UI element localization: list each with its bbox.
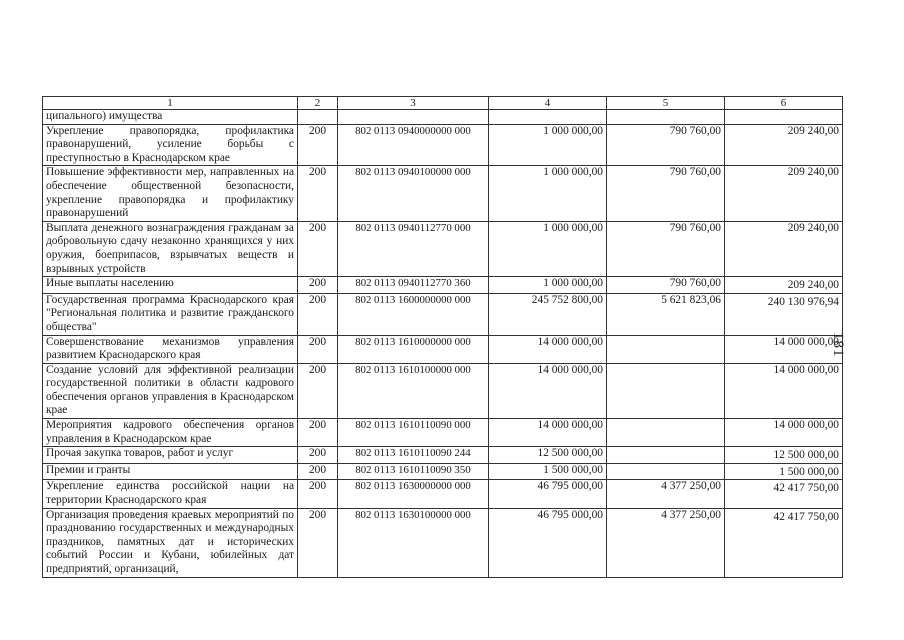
row-kbk bbox=[338, 110, 489, 125]
row-rest: 12 500 000,00 bbox=[725, 447, 843, 464]
row-rest: 209 240,00 bbox=[725, 277, 843, 294]
table-row bbox=[43, 447, 843, 464]
header-col-2: 2 bbox=[298, 97, 338, 110]
row-rest: 42 417 750,00 bbox=[725, 480, 843, 508]
row-code: 200 bbox=[298, 447, 338, 464]
row-code: 200 bbox=[298, 166, 338, 221]
row-name: Организация проведения краевых мероприятий по празднованию государственных и международных праздников, памятных дат и исторических событий России и Кубани, юбилейных дат предприятий, организаций, bbox=[43, 508, 298, 577]
table-row bbox=[43, 221, 843, 276]
row-plan bbox=[489, 110, 607, 125]
row-kbk: 802 0113 0940000000 000 bbox=[338, 124, 489, 166]
row-rest: 14 000 000,00 bbox=[725, 335, 843, 363]
row-name: Совершенствование механизмов управления развитием Краснодарского края bbox=[43, 335, 298, 363]
row-kbk: 802 0113 1610110090 350 bbox=[338, 463, 489, 480]
row-rest: 14 000 000,00 bbox=[725, 363, 843, 418]
row-plan: 1 500 000,00 bbox=[489, 463, 607, 480]
row-code: 200 bbox=[298, 480, 338, 508]
row-rest: 14 000 000,00 bbox=[725, 419, 843, 447]
row-code: 200 bbox=[298, 363, 338, 418]
row-name: Иные выплаты населению bbox=[43, 277, 298, 294]
row-rest bbox=[725, 110, 843, 125]
row-name: Укрепление единства российской нации на территории Краснодарского края bbox=[43, 480, 298, 508]
table-row bbox=[43, 419, 843, 447]
row-fact bbox=[607, 335, 725, 363]
row-rest: 42 417 750,00 bbox=[725, 508, 843, 577]
row-rest: 209 240,00 bbox=[725, 124, 843, 166]
header-col-5: 5 bbox=[607, 97, 725, 110]
row-kbk: 802 0113 1600000000 000 bbox=[338, 293, 489, 335]
row-fact bbox=[607, 110, 725, 125]
row-kbk: 802 0113 0940112770 360 bbox=[338, 277, 489, 294]
row-rest: 240 130 976,94 bbox=[725, 293, 843, 335]
row-fact: 790 760,00 bbox=[607, 277, 725, 294]
row-kbk: 802 0113 1610000000 000 bbox=[338, 335, 489, 363]
row-fact: 790 760,00 bbox=[607, 221, 725, 276]
table-row bbox=[43, 508, 843, 577]
row-plan: 1 000 000,00 bbox=[489, 124, 607, 166]
row-name: Укрепление правопорядка, профилактика правонарушений, усиление борьбы с преступностью в Краснодарском крае bbox=[43, 124, 298, 166]
row-fact: 5 621 823,06 bbox=[607, 293, 725, 335]
row-plan: 46 795 000,00 bbox=[489, 480, 607, 508]
row-plan: 12 500 000,00 bbox=[489, 447, 607, 464]
row-code: 200 bbox=[298, 508, 338, 577]
table-row bbox=[43, 124, 843, 166]
row-name: Выплата денежного вознаграждения гражданам за добровольную сдачу незаконно хранящихся у них оружия, боеприпасов, взрывчатых веществ и взрывных устройств bbox=[43, 221, 298, 276]
row-name: Прочая закупка товаров, работ и услуг bbox=[43, 447, 298, 464]
row-plan: 14 000 000,00 bbox=[489, 419, 607, 447]
table-row bbox=[43, 363, 843, 418]
row-fact: 790 760,00 bbox=[607, 166, 725, 221]
table-row bbox=[43, 463, 843, 480]
row-fact bbox=[607, 463, 725, 480]
header-col-6: 6 bbox=[725, 97, 843, 110]
row-code: 200 bbox=[298, 463, 338, 480]
table-row bbox=[43, 277, 843, 294]
row-name: Повышение эффективности мер, направленных на обеспечение общественной безопасности, укрепление правопорядка и профилактику правонарушений bbox=[43, 166, 298, 221]
row-code: 200 bbox=[298, 419, 338, 447]
row-fact bbox=[607, 419, 725, 447]
row-name: ципального) имущества bbox=[43, 110, 298, 125]
row-name: Мероприятия кадрового обеспечения органов управления в Краснодарском крае bbox=[43, 419, 298, 447]
row-code bbox=[298, 110, 338, 125]
row-plan: 46 795 000,00 bbox=[489, 508, 607, 577]
row-fact: 4 377 250,00 bbox=[607, 508, 725, 577]
row-fact bbox=[607, 447, 725, 464]
row-kbk: 802 0113 1610110090 000 bbox=[338, 419, 489, 447]
header-col-3: 3 bbox=[338, 97, 489, 110]
row-kbk: 802 0113 1630000000 000 bbox=[338, 480, 489, 508]
row-fact: 790 760,00 bbox=[607, 124, 725, 166]
row-name: Создание условий для эффективной реализации государственной политики в области кадрового обеспечения органов управления в Краснодарском крае bbox=[43, 363, 298, 418]
row-kbk: 802 0113 1610100000 000 bbox=[338, 363, 489, 418]
row-fact bbox=[607, 363, 725, 418]
row-rest: 209 240,00 bbox=[725, 221, 843, 276]
row-kbk: 802 0113 1630100000 000 bbox=[338, 508, 489, 577]
table-row bbox=[43, 335, 843, 363]
header-col-1: 1 bbox=[43, 97, 298, 110]
table-header-row bbox=[43, 97, 843, 110]
table-row bbox=[43, 110, 843, 125]
row-plan: 1 000 000,00 bbox=[489, 277, 607, 294]
table-row bbox=[43, 293, 843, 335]
row-plan: 14 000 000,00 bbox=[489, 335, 607, 363]
row-rest: 1 500 000,00 bbox=[725, 463, 843, 480]
row-rest: 209 240,00 bbox=[725, 166, 843, 221]
row-name: Государственная программа Краснодарского края "Региональная политика и развитие гражданского общества" bbox=[43, 293, 298, 335]
table-row bbox=[43, 166, 843, 221]
row-name: Премии и гранты bbox=[43, 463, 298, 480]
row-kbk: 802 0113 0940112770 000 bbox=[338, 221, 489, 276]
row-code: 200 bbox=[298, 221, 338, 276]
table-row bbox=[43, 480, 843, 508]
row-plan: 14 000 000,00 bbox=[489, 363, 607, 418]
page-number: 181 bbox=[830, 332, 846, 358]
header-col-4: 4 bbox=[489, 97, 607, 110]
row-kbk: 802 0113 1610110090 244 bbox=[338, 447, 489, 464]
row-plan: 245 752 800,00 bbox=[489, 293, 607, 335]
row-fact: 4 377 250,00 bbox=[607, 480, 725, 508]
row-kbk: 802 0113 0940100000 000 bbox=[338, 166, 489, 221]
row-code: 200 bbox=[298, 277, 338, 294]
budget-table-body bbox=[43, 97, 843, 578]
row-code: 200 bbox=[298, 124, 338, 166]
row-plan: 1 000 000,00 bbox=[489, 221, 607, 276]
row-code: 200 bbox=[298, 335, 338, 363]
row-code: 200 bbox=[298, 293, 338, 335]
budget-table bbox=[42, 96, 843, 578]
row-plan: 1 000 000,00 bbox=[489, 166, 607, 221]
